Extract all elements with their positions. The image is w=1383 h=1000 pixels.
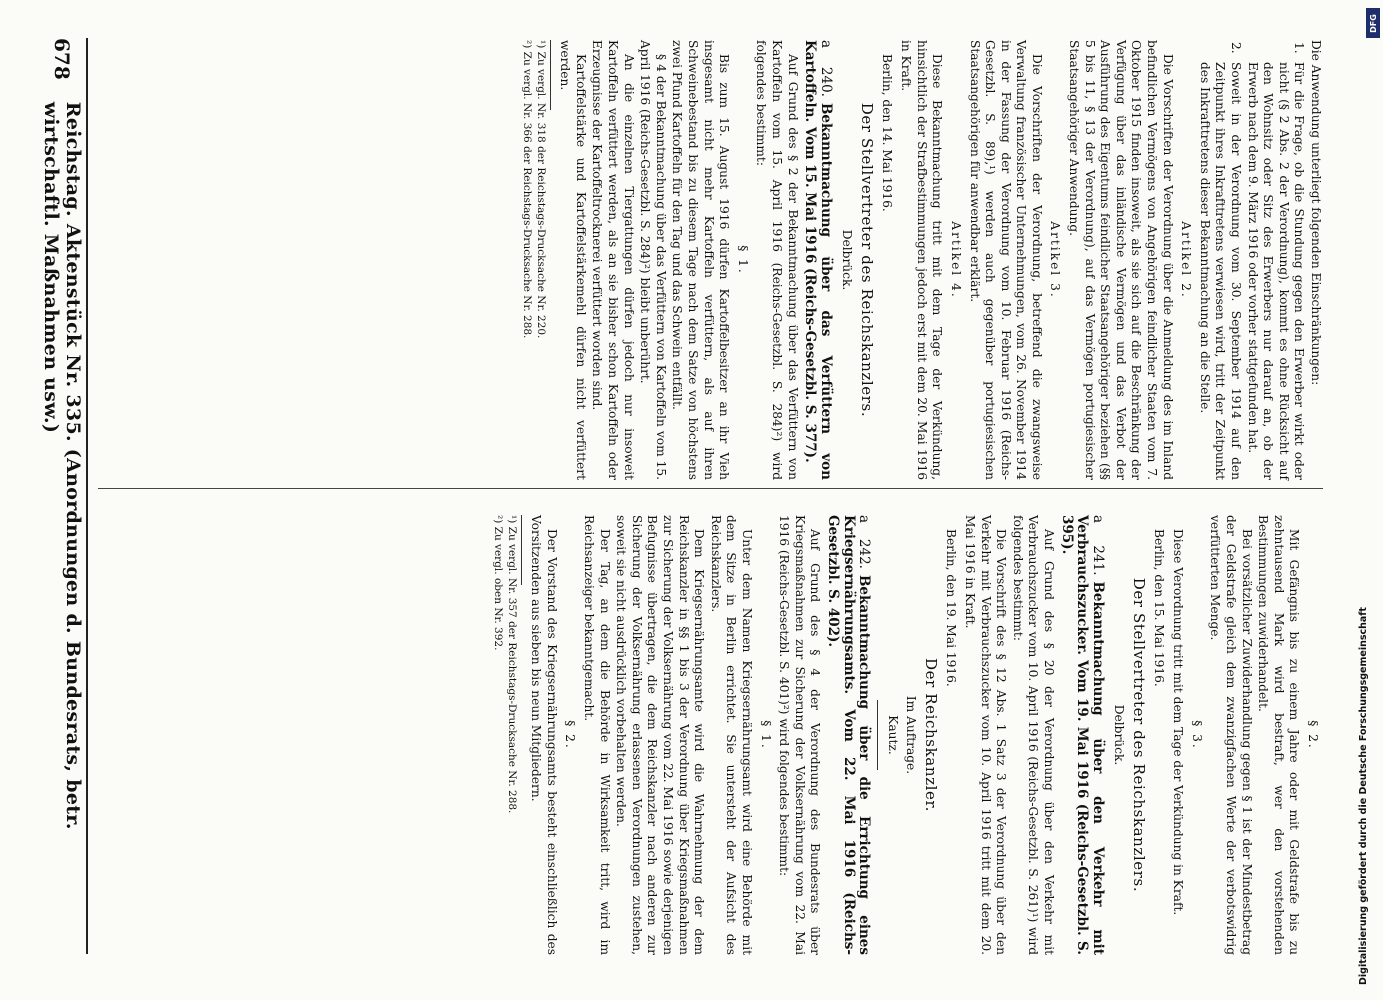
body-text: Bei vorsätzlicher Zuwiderhandlung gegen § 1 ist der Mindestbetrag der Geldstrafe gleich dem zwanzigfachen Werte der verbotswidrig verfütterten Menge. [1208,515,1254,955]
announcement-title [802,40,833,480]
article-heading: Artikel 4. [948,221,963,299]
digitization-credit [1356,10,1376,985]
announcement-title-text: Bekanntmachung über die Errichtung eines Kriegsernährungsamts. Vom 22. Mai 1916 (Reichs-Gesetzbl. S. 402). [824,515,873,955]
announcement-number: a 240. [817,40,834,97]
announcement-title [1058,515,1105,955]
footnote-rule [550,40,551,110]
article-text: Die Vorschriften der Verordnung, betreffend die zwangsweise Verwaltung französischer Unternehmungen, vom 26. November 1914 in der Fassung der Verordnung vom 10. Februar 1916 (Reichs-Gesetzbl. S. 89),¹) werden auch gegenüber portugiesischen Staatsangehörigen für anwendbar erklärt. [967,40,1044,480]
column-divider [98,488,1323,489]
signatory-title: Der Reichskanzler. [921,658,940,812]
page-number: 678 [50,38,74,80]
dfg-logo [1366,8,1380,38]
body-text: Kartoffelstärke und Kartoffelstärkemehl dürfen nicht verfüttert werden. [558,40,588,480]
header-rule [86,38,88,954]
body-text: Auf Grund des § 2 der Bekanntmachung über das Verfüttern von Kartoffeln vom 15. April 1916 (Reichs-Gesetzbl. S. 284)²) wird folgendes bestimmt: [754,40,800,480]
item-text: Soweit in der Verordnung vom 30. September 1914 auf den Zeitpunkt ihres Inkrafttretens verwiesen wird, tritt der Zeitpunkt des Inkrafttretens dieser Bekanntmachung an die Stelle. [1197,62,1244,480]
announcement-number: a 242. [856,515,873,569]
item-number: 1. [1292,42,1307,54]
section-divider [877,700,878,770]
announcement-title-text: Bekanntmachung über den Verkehr mit Verbrauchszucker. Vom 19. Mai 1916 (Reichs-Gesetzbl. S. 395). [1058,515,1106,955]
footnote: ¹) Zu vergl. Nr. 318 der Reichstags-Drucksache Nr. 220. [534,40,547,339]
place-date: Berlin, den 14. Mai 1916. [879,54,894,212]
body-text: Auf Grund des § 20 der Verordnung über den Verkehr mit Verbrauchszucker vom 10. April 1916 (Reichs-Gesetzbl. S. 261)¹) wird folgendes bestimmt: [1010,515,1057,955]
credit-text: Digitalisierung gefördert durch die Deutsche Forschungsgemeinschaft [1358,607,1369,985]
signatory-title: Der Stellvertreter des Reichskanzlers. [857,102,876,418]
article-heading: Artikel 3. [1048,221,1063,299]
right-column [93,515,1323,955]
restriction-item [1244,40,1306,480]
body-text: An die einzelnen Tiergattungen dürfen jedoch nur insoweit Kartoffeln verfüttert werden, als an sie bisher schon Kartoffeln oder Erzeugnisse der Kartoffeltrocknerei verfüttert worden sind. [590,40,636,480]
announcement-title-text: Bekanntmachung über das Verfüttern von Kartoffeln. Vom 15. Mai 1916 (Reichs-Gesetzbl. S. 377). [802,40,834,480]
announcement-number: a 241. [1089,515,1106,576]
section-heading: § 1. [758,720,773,750]
article-text: Die Vorschriften der Verordnung über die Anmeldung des im Inland befindlichen Vermögens von Angehörigen feindlicher Staaten vom 7. Oktober 1915 finden insoweit, als sie sich auf die Beschränkung der Verfügung über das inländische Vermögen und das Verbot der Ausführung des Eigentums feindlicher Staatsangehöriger beziehen (§§ 5 bis 11, § 13 der Verordnung), auf das Vermögen portugiesischer Staatsangehöriger Anwendung. [1067,40,1175,480]
body-text: Mit Gefängnis bis zu einem Jahre oder mit Geldstrafe bis zu zehntausend Mark wird bestraft, wer den vorstehenden Bestimmungen zuwiderhandelt. [1256,515,1302,955]
left-column [93,40,1323,480]
announcement-title [824,515,871,955]
signatory-name: Kautz. [885,715,900,755]
signatory-title: Der Stellvertreter des Reichskanzlers. [1130,577,1149,893]
section-heading: § 2. [563,720,578,750]
body-text: Diese Verordnung tritt mit dem Tage der Verkündung in Kraft. [1171,529,1186,916]
body-text: Unter dem Namen Kriegsernährungsamt wird eine Behörde mit dem Sitze in Berlin errichtet. Sie untersteht der Aufsicht des Reichskanzlers. [708,515,754,955]
footnote: ²) Zu vergl. Nr. 366 der Reichstags-Drucksache Nr. 288. [520,40,533,339]
intro-text: Die Anwendung unterliegt folgenden Einschränkungen: [1309,40,1323,386]
restriction-item [1196,40,1243,480]
body-text: Der Vorstand des Kriegsernährungsamts besteht einschließlich des Vorsitzenden aus sieben bis neun Mitgliedern. [529,515,559,955]
body-text: Auf Grund des § 4 der Verordnung des Bundesrats über Kriegsmaßnahmen zur Sicherung der Volksernährung vom 22. Mai 1916 (Reichs-Gesetzbl. S. 401)²) wird folgendes bestimmt: [777,515,823,955]
page-header [41,38,83,954]
article-heading: Artikel 2. [1179,221,1194,299]
body-text: Dem Kriegsernährungsamte wird die Wahrnehmung der dem Reichskanzler in §§ 1 bis 3 der Verordnung über Kriegsmaßnahmen zur Sicherung der Volksernährung vom 22. Mai 1916 sowie derjenigen Befugnisse übertragen, die dem Reichskanzler nach anderen zur Sicherung der Volksernährung erlassenen Verordnungen zustehen, soweit sie nicht ausdrücklich vorbehalten werden. [614,515,707,955]
article-text: Diese Bekanntmachung tritt mit dem Tage der Verkündung, hinsichtlich der Strafbestimmungen jedoch erst mit dem 20. Mai 1916 in Kraft. [899,40,945,480]
footnote: ¹) Zu vergl. Nr. 357 der Reichstags-Drucksache Nr. 288. [505,515,518,814]
footnote: ²) Zu vergl. oben Nr. 392. [491,515,504,651]
dfg-logo-text: DFG [1368,13,1378,33]
footnote-rule [521,515,522,585]
body-text: § 4 der Bekanntmachung über das Verfüttern von Kartoffeln vom 15. April 1916 (Reichs-Gesetzbl. S. 284)²) bleibt unberührt. [638,40,668,480]
section-heading: § 3. [1189,720,1204,750]
body-text: Bis zum 15. August 1916 dürfen Kartoffelbesitzer an ihr Vieh insgesamt nicht mehr Kartoffeln verfüttern, als auf ihren Schweinebestand bis zu diesem Tage nach dem Satze von höchstens zwei Pfund Kartoffeln für den Tag und das Schwein entfällt. [670,40,732,480]
item-text: Für die Frage, ob die Stundung gegen den Erwerber wirkt oder nicht (§ 2 Abs. 2 der Verordnung), kommt es ohne Rücksicht auf den Wohnsitz oder Sitz des Erwerbers nur darauf an, ob der Erwerb nach dem 9. März 1916 oder vorher stattgefunden hat. [1245,62,1307,480]
page-header-title: Reichstag. Aktenstück Nr. 335. (Anordnungen d. Bundesrats, betr. wirtschaftl. Maßnahmen usw.) [40,101,84,830]
section-heading: § 1. [735,245,750,275]
body-text: Die Vorschrift des § 12 Abs. 1 Satz 3 der Verordnung über den Verkehr mit Verbrauchszucker vom 10. April 1916 tritt mit dem 20. Mai 1916 in Kraft. [963,515,1009,955]
body-text: Der Tag, an dem die Behörde in Wirksamkeit tritt, wird im Reichsanzeiger bekanntgemacht. [582,515,612,955]
section-heading: § 2. [1306,720,1320,750]
signatory-name: Delbrück. [840,229,855,291]
place-date: Berlin, den 19. Mai 1916. [943,529,958,687]
signatory-name: Delbrück. [1112,704,1127,766]
place-date: Berlin, den 15. Mai 1916. [1151,529,1166,687]
signatory-note: Im Auftrage. [904,695,919,775]
item-number: 2. [1229,42,1244,54]
